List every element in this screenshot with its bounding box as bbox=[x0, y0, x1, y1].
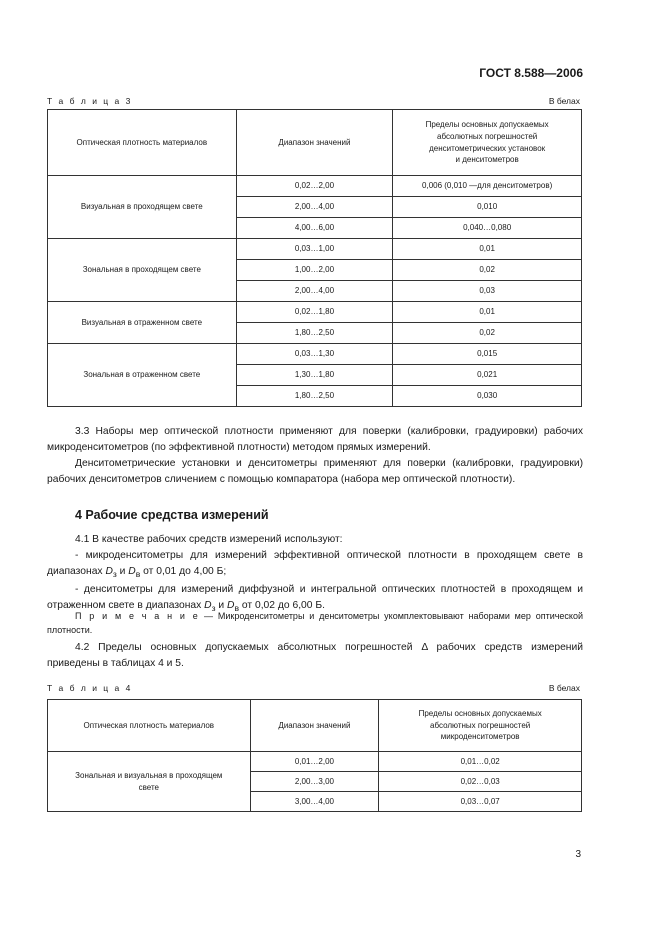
table-cell-limit: 0,040…0,080 bbox=[393, 218, 582, 239]
table4-header-row bbox=[48, 700, 582, 752]
table4 bbox=[47, 699, 582, 812]
table-row bbox=[48, 176, 582, 197]
table3-group-label: Зональная в отраженном свете bbox=[48, 344, 237, 407]
note-text: — Микроденситометры и денситометры укомплектовывают наборами мер оптической плотности. bbox=[47, 611, 583, 635]
paragraph-text: 3.3 Наборы мер оптической плотности применяют для поверки (калибровки, градуировки) рабочих микроденситометров (по эффективной плотности) методом прямых измерений. bbox=[47, 426, 583, 453]
note bbox=[47, 609, 583, 637]
table4-header-range: Диапазон значений bbox=[250, 700, 379, 752]
table-cell-limit: 0,01 bbox=[393, 302, 582, 323]
table4-header-limits: Пределы основных допускаемых абсолютных погрешностей микроденситометров bbox=[379, 700, 582, 752]
table-cell-limit: 0,006 (0,010 —для денситометров) bbox=[393, 176, 582, 197]
table-cell-range: 0,01…2,00 bbox=[250, 752, 379, 772]
section-title: 4 Рабочие средства измерений bbox=[75, 508, 269, 522]
table3-units: В белах bbox=[548, 96, 580, 106]
table-cell-range: 3,00…4,00 bbox=[250, 792, 379, 812]
page-number: 3 bbox=[575, 849, 581, 860]
table4-group-label: Зональная и визуальная в проходящем свете bbox=[48, 752, 251, 812]
list-item: - микроденситометры для измерений эффективной оптической плотности в проходящем свете в диапазонах $D_з$ и $D_в$ от 0,01 до 4,00 Б; bbox=[47, 550, 583, 580]
document-code: ГОСТ 8.588—2006 bbox=[479, 66, 583, 80]
paragraph-text: 4.1 В качестве рабочих средств измерений используют: bbox=[75, 534, 343, 545]
table3-header-range: Диапазон значений bbox=[236, 110, 393, 176]
table-cell-limit: 0,03…0,07 bbox=[379, 792, 582, 812]
table-row bbox=[48, 302, 582, 323]
table4-caption: Т а б л и ц а 4 bbox=[47, 683, 133, 693]
table-cell-range: 1,30…1,80 bbox=[236, 365, 393, 386]
list-item: - денситометры для измерений диффузной и интегральной оптических плотностей в проходящем и отраженном свете в диапазонах $D_з$ и $D_в$ от 0,02 до 6,00 Б. bbox=[47, 584, 583, 614]
table-cell-range: 0,02…1,80 bbox=[236, 302, 393, 323]
paragraph-4-2: 4.2 Пределы основных допускаемых абсолютных погрешностей Δ рабочих средств измерений приведены в таблицах 4 и 5. bbox=[47, 642, 583, 669]
table3-header-row bbox=[48, 110, 582, 176]
table-cell-limit: 0,02 bbox=[393, 323, 582, 344]
table-cell-range: 2,00…4,00 bbox=[236, 197, 393, 218]
note-label: П р и м е ч а н и е bbox=[75, 611, 200, 621]
table4-units: В белах bbox=[548, 683, 580, 693]
table-cell-limit: 0,01…0,02 bbox=[379, 752, 582, 772]
table-cell-limit: 0,010 bbox=[393, 197, 582, 218]
table-cell-limit: 0,02 bbox=[393, 260, 582, 281]
table-cell-range: 1,00…2,00 bbox=[236, 260, 393, 281]
paragraph-4-1 bbox=[47, 532, 583, 616]
table-cell-limit: 0,01 bbox=[393, 239, 582, 260]
table-cell-range: 0,03…1,30 bbox=[236, 344, 393, 365]
table-row bbox=[48, 752, 582, 772]
table-cell-limit: 0,030 bbox=[393, 386, 582, 407]
table3 bbox=[47, 109, 582, 407]
table-cell-range: 2,00…3,00 bbox=[250, 772, 379, 792]
table4-header-material: Оптическая плотность материалов bbox=[48, 700, 251, 752]
table3-group-label: Зональная в проходящем свете bbox=[48, 239, 237, 302]
table3-caption: Т а б л и ц а 3 bbox=[47, 96, 133, 106]
table-cell-range: 1,80…2,50 bbox=[236, 323, 393, 344]
table-cell-range: 0,03…1,00 bbox=[236, 239, 393, 260]
table-cell-limit: 0,015 bbox=[393, 344, 582, 365]
paragraph-3-3 bbox=[47, 424, 583, 488]
table-cell-range: 0,02…2,00 bbox=[236, 176, 393, 197]
table-row bbox=[48, 344, 582, 365]
table3-group-label: Визуальная в проходящем свете bbox=[48, 176, 237, 239]
paragraph-text: Денситометрические установки и денситометры применяют для поверки (калибровки, градуировки) рабочих денситометров сличением с помощью компаратора (набора мер оптической плотности). bbox=[47, 458, 583, 485]
table-cell-range: 1,80…2,50 bbox=[236, 386, 393, 407]
table-cell-limit: 0,021 bbox=[393, 365, 582, 386]
table-cell-limit: 0,03 bbox=[393, 281, 582, 302]
table-row bbox=[48, 239, 582, 260]
table-cell-range: 4,00…6,00 bbox=[236, 218, 393, 239]
table3-group-label: Визуальная в отраженном свете bbox=[48, 302, 237, 344]
table-cell-limit: 0,02…0,03 bbox=[379, 772, 582, 792]
table3-header-limits: Пределы основных допускаемых абсолютных погрешностей денситометрических установок и денситометров bbox=[393, 110, 582, 176]
table3-header-material: Оптическая плотность материалов bbox=[48, 110, 237, 176]
delta-symbol: Δ bbox=[421, 642, 428, 653]
table-cell-range: 2,00…4,00 bbox=[236, 281, 393, 302]
